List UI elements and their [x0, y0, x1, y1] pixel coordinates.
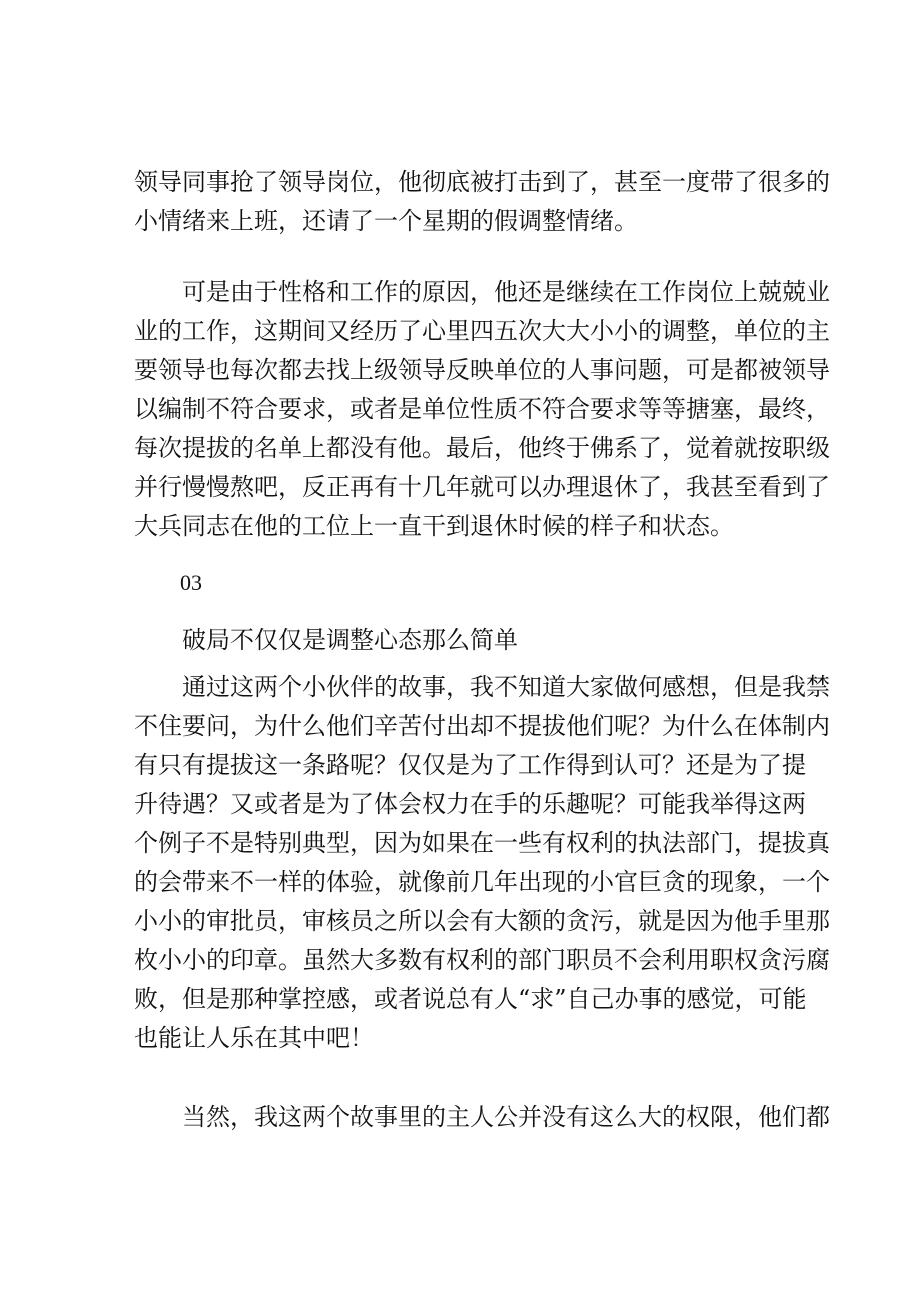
paragraph-line: 每次提拔的名单上都没有他。最后，他终于佛系了，觉着就按职级: [134, 434, 830, 462]
paragraph-4: [134, 1098, 830, 1137]
paragraph-line: 个例子不是特别典型，因为如果在一些有权利的执法部门，提拔真: [134, 829, 830, 857]
paragraph-line: 升待遇？又或者是为了体会权力在手的乐趣呢？可能我举得这两: [134, 790, 806, 818]
paragraph-line: 当然，我这两个故事里的主人公并没有这么大的权限，他们都: [182, 1103, 830, 1131]
paragraph-line: 也能让人乐在其中吧！: [134, 1024, 374, 1052]
paragraph-line: 枚小小的印章。虽然大多数有权利的部门职员不会利用职权贪污腐: [134, 946, 830, 974]
paragraph-line: 要领导也每次都去找上级领导反映单位的人事问题，可是都被领导: [134, 356, 830, 384]
paragraph-1: [134, 163, 830, 241]
paragraph-line: 大兵同志在他的工位上一直干到退休时候的样子和状态。: [134, 512, 734, 540]
paragraph-line: 并行慢慢熬吧，反正再有十几年就可以办理退休了，我甚至看到了: [134, 473, 830, 501]
paragraph-line: 不住要问，为什么他们辛苦付出却不提拔他们呢？为什么在体制内: [134, 712, 830, 740]
paragraph-line: 业的工作，这期间又经历了心里四五次大大小小的调整，单位的主: [134, 317, 830, 345]
paragraph-line: 小小的审批员，审核员之所以会有大额的贪污，就是因为他手里那: [134, 907, 830, 935]
paragraph-2: [134, 273, 830, 546]
paragraph-line: 领导同事抢了领导岗位，他彻底被打击到了，甚至一度带了很多的: [134, 168, 830, 196]
paragraph-line: 有只有提拔这一条路呢？仅仅是为了工作得到认可？还是为了提: [134, 751, 806, 779]
paragraph-line: 的会带来不一样的体验，就像前几年出现的小官巨贪的现象，一个: [134, 868, 830, 896]
section-title: 破局不仅仅是调整心态那么简单: [182, 626, 518, 654]
section-number: 03: [180, 570, 202, 595]
paragraph-line: 可是由于性格和工作的原因，他还是继续在工作岗位上兢兢业: [182, 278, 830, 306]
paragraph-3: [134, 668, 830, 1058]
paragraph-line: 以编制不符合要求，或者是单位性质不符合要求等等搪塞，最终，: [134, 395, 830, 423]
paragraph-line: 小情绪来上班，还请了一个星期的假调整情绪。: [134, 207, 638, 235]
paragraph-line: 通过这两个小伙伴的故事，我不知道大家做何感想，但是我禁: [182, 673, 830, 701]
paragraph-line: 败，但是那种掌控感，或者说总有人“求”自己办事的感觉，可能: [134, 985, 807, 1013]
